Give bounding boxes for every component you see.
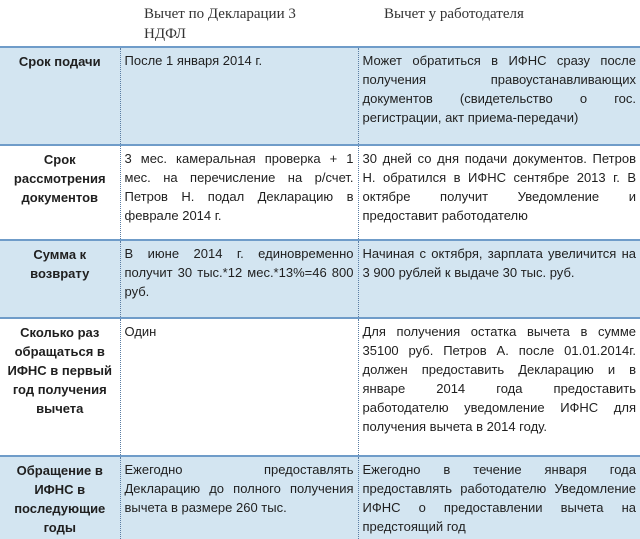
table-row <box>0 456 640 539</box>
employer-cell: Может обратиться в ИФНС сразу после получения правоустанавливающих документов (свидетельство о гос. регистрации, акт приема-передачи) <box>358 47 640 145</box>
employer-cell: 30 дней со дня подачи документов. Петров Н. обратился в ИФНС сентябре 2013 г. В октябре получит Уведомление и предоставит работодателю <box>358 145 640 240</box>
declaration-cell: Один <box>120 318 358 456</box>
row-label: Сумма к возврату <box>0 240 120 318</box>
employer-cell: Начиная с октября, зарплата увеличится на 3 900 рублей к выдаче 30 тыс. руб. <box>358 240 640 318</box>
declaration-cell: 3 мес. камеральная проверка + 1 мес. на перечисление на р/счет. Петров Н. подал Декларацию в феврале 2014 г. <box>120 145 358 240</box>
declaration-cell: После 1 января 2014 г. <box>120 47 358 145</box>
header-empty-cell <box>0 0 120 47</box>
table-row <box>0 240 640 318</box>
header-employer: Вычет у работодателя <box>358 0 640 47</box>
declaration-cell: В июне 2014 г. единовременно получит 30 тыс.*12 мес.*13%=46 800 руб. <box>120 240 358 318</box>
declaration-cell: Ежегодно предоставлять Декларацию до полного получения вычета в размере 260 тыс. <box>120 456 358 539</box>
row-label: Обращение в ИФНС в последующие годы <box>0 456 120 539</box>
employer-cell: Ежегодно в течение января года предоставлять работодателю Уведомление ИФНС о предоставлении вычета на предстоящий год <box>358 456 640 539</box>
header-declaration: Вычет по Декларации 3 НДФЛ <box>120 0 358 47</box>
table-row <box>0 47 640 145</box>
table-header-row <box>0 0 640 47</box>
row-label: Сколько раз обращаться в ИФНС в первый год получения вычета <box>0 318 120 456</box>
table-row <box>0 145 640 240</box>
row-label: Срок рассмотрения документов <box>0 145 120 240</box>
row-label: Срок подачи <box>0 47 120 145</box>
employer-cell: Для получения остатка вычета в сумме 35100 руб. Петров А. после 01.01.2014г. должен предоставить Декларацию и в январе 2014 года предоставить работодателю уведомление ИФНС для получения вычета в 2014 году. <box>358 318 640 456</box>
table-row <box>0 318 640 456</box>
